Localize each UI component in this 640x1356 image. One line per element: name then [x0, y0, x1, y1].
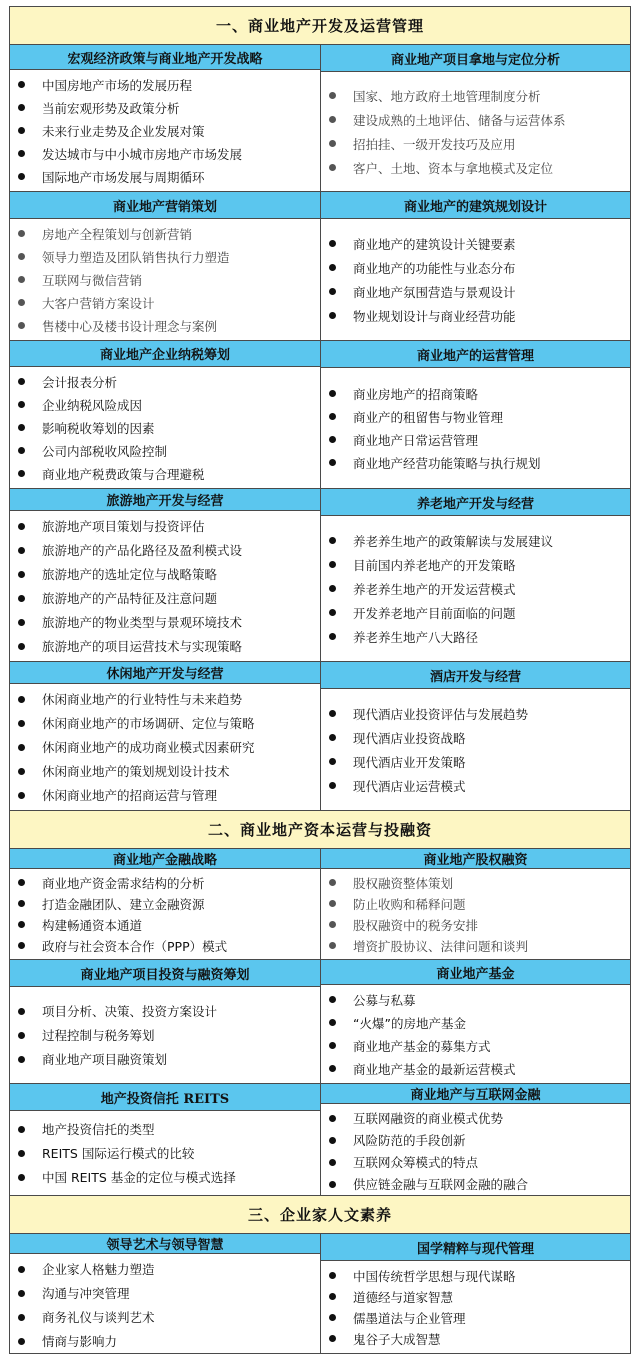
bullet-icon	[18, 1174, 25, 1181]
topic-text: 旅游地产项目策划与投资评估	[42, 519, 205, 534]
module-topic-list	[10, 1111, 320, 1195]
module-cell	[320, 662, 630, 810]
topic-item	[18, 1257, 320, 1281]
topic-item	[18, 634, 320, 658]
topic-item	[329, 625, 630, 649]
topic-item	[329, 1011, 630, 1034]
topic-text: 企业家人格魅力塑造	[42, 1262, 155, 1277]
topic-item	[329, 1286, 630, 1307]
module-topic-list	[321, 368, 630, 488]
topic-text: 现代酒店业开发策略	[353, 754, 466, 770]
topic-item	[329, 1328, 630, 1349]
topic-text: 中国 REITS 基金的定位与模式选择	[42, 1170, 236, 1185]
topic-text: REITS 国际运行模式的比较	[42, 1146, 195, 1161]
module-topic-list	[10, 367, 320, 488]
bullet-icon	[18, 322, 25, 329]
topic-text: 休闲商业地产的成功商业模式因素研究	[42, 740, 255, 755]
topic-item	[18, 687, 320, 711]
module-title: 商业地产企业纳税筹划	[10, 341, 320, 367]
bullet-icon	[329, 561, 336, 568]
module-cell	[10, 960, 320, 1083]
topic-item	[329, 304, 630, 328]
bullet-icon	[329, 459, 336, 466]
topic-item	[329, 382, 630, 405]
topic-item	[18, 999, 320, 1023]
topic-item	[18, 1281, 320, 1305]
bullet-icon	[18, 768, 25, 775]
bullet-icon	[18, 470, 25, 477]
bullet-icon	[18, 942, 25, 949]
module-row	[10, 960, 630, 1084]
bullet-icon	[329, 942, 336, 949]
bullet-icon	[18, 81, 25, 88]
section-title: 二、商业地产资本运营与投融资	[10, 811, 630, 849]
topic-item	[18, 1023, 320, 1047]
topic-text: 旅游地产的产品特征及注意问题	[42, 591, 218, 606]
topic-item	[329, 872, 630, 893]
bullet-icon	[329, 240, 336, 247]
module-title: 地产投资信托 REITS	[10, 1084, 320, 1111]
topic-item	[18, 245, 320, 268]
module-cell	[10, 45, 320, 191]
module-topic-list	[321, 1104, 630, 1198]
bullet-icon	[18, 378, 25, 385]
topic-item	[18, 1117, 320, 1141]
bullet-icon	[329, 1314, 336, 1321]
bullet-icon	[18, 424, 25, 431]
bullet-icon	[329, 609, 336, 616]
topic-text: 商业地产项目融资策划	[42, 1052, 168, 1067]
module-row	[10, 341, 630, 489]
bullet-icon	[329, 710, 336, 717]
topic-text: 开发养老地产目前面临的问题	[353, 605, 516, 621]
module-topic-list	[321, 1261, 630, 1353]
topic-text: 政府与社会资本合作（PPP）模式	[42, 938, 228, 954]
module-cell	[10, 849, 320, 959]
topic-text: 大客户营销方案设计	[42, 295, 155, 311]
module-cell	[320, 960, 630, 1083]
module-title: 商业地产与互联网金融	[321, 1084, 630, 1104]
topic-text: 中国传统哲学思想与现代谋略	[353, 1268, 516, 1284]
topic-text: 构建畅通资本通道	[42, 917, 143, 933]
module-title: 领导艺术与领导智慧	[10, 1234, 320, 1254]
topic-text: 商业房地产的招商策略	[353, 386, 479, 402]
topic-text: 商业地产的功能性与业态分布	[353, 260, 516, 276]
module-cell	[320, 341, 630, 488]
topic-item	[329, 84, 630, 108]
bullet-icon	[18, 523, 25, 530]
topic-text: 商业地产资金需求结构的分析	[42, 875, 205, 891]
topic-item	[18, 291, 320, 314]
bullet-icon	[329, 116, 336, 123]
bullet-icon	[18, 276, 25, 283]
bullet-icon	[18, 696, 25, 703]
module-title: 酒店开发与经营	[321, 662, 630, 689]
topic-text: 休闲商业地产的行业特性与未来趋势	[42, 692, 243, 707]
topic-item	[18, 268, 320, 291]
topic-item	[329, 914, 630, 935]
topic-item	[329, 893, 630, 914]
topic-item	[329, 156, 630, 180]
module-row	[10, 1084, 630, 1196]
bullet-icon	[18, 744, 25, 751]
topic-item	[329, 577, 630, 601]
topic-text: 公募与私募	[353, 992, 416, 1008]
topic-text: 儒墨道法与企业管理	[353, 1310, 466, 1326]
module-cell	[320, 1234, 630, 1353]
topic-item	[329, 280, 630, 304]
bullet-icon	[329, 537, 336, 544]
topic-item	[329, 132, 630, 156]
bullet-icon	[329, 1019, 336, 1026]
section-title: 一、商业地产开发及运营管理	[10, 7, 630, 45]
topic-item	[329, 553, 630, 577]
topic-text: 互联网众筹模式的特点	[353, 1155, 479, 1170]
topic-text: 互联网与微信营销	[42, 272, 143, 288]
topic-item	[18, 439, 320, 462]
topic-item	[329, 232, 630, 256]
module-title: 商业地产营销策划	[10, 192, 320, 219]
topic-item	[329, 750, 630, 774]
module-title: 商业地产项目拿地与定位分析	[321, 45, 630, 72]
bullet-icon	[18, 879, 25, 886]
module-cell	[10, 662, 320, 810]
module-title: 商业地产金融战略	[10, 849, 320, 869]
topic-text: 风险防范的手段创新	[353, 1133, 466, 1148]
module-topic-list	[321, 869, 630, 959]
module-cell	[10, 341, 320, 488]
topic-item	[18, 759, 320, 783]
bullet-icon	[18, 1290, 25, 1297]
topic-item	[329, 428, 630, 451]
topic-text: 国际地产市场发展与周期循环	[42, 169, 205, 185]
bullet-icon	[18, 619, 25, 626]
topic-text: 互联网融资的商业模式优势	[353, 1111, 504, 1126]
bullet-icon	[18, 900, 25, 907]
topic-text: 防止收购和稀释问题	[353, 896, 466, 912]
topic-text: 房地产全程策划与创新营销	[42, 226, 193, 242]
bullet-icon	[18, 1032, 25, 1039]
bullet-icon	[329, 633, 336, 640]
module-title: 养老地产开发与经营	[321, 489, 630, 516]
topic-item	[18, 165, 320, 188]
module-title: 商业地产项目投资与融资筹划	[10, 960, 320, 987]
module-row	[10, 45, 630, 192]
module-cell	[10, 1234, 320, 1353]
topic-item	[18, 1141, 320, 1165]
topic-item	[329, 529, 630, 553]
bullet-icon	[18, 230, 25, 237]
topic-text: 发达城市与中小城市房地产市场发展	[42, 146, 243, 162]
bullet-icon	[329, 1272, 336, 1279]
bullet-icon	[329, 921, 336, 928]
topic-text: 会计报表分析	[42, 374, 118, 390]
bullet-icon	[329, 585, 336, 592]
bullet-icon	[18, 1150, 25, 1157]
module-topic-list	[10, 684, 320, 810]
topic-item	[329, 774, 630, 798]
topic-item	[329, 405, 630, 428]
topic-text: 售楼中心及楼书设计理念与案例	[42, 318, 218, 334]
topic-text: 现代酒店业投资战略	[353, 730, 466, 746]
bullet-icon	[18, 447, 25, 454]
topic-text: 供应链金融与互联网金融的融合	[353, 1177, 529, 1192]
bullet-icon	[329, 1335, 336, 1342]
topic-text: 股权融资中的税务安排	[353, 917, 479, 933]
topic-item	[18, 514, 320, 538]
topic-item	[18, 96, 320, 119]
module-cell	[320, 1084, 630, 1195]
topic-text: 道德经与道家智慧	[353, 1289, 454, 1305]
bullet-icon	[18, 127, 25, 134]
topic-text: 商业地产基金的最新运营模式	[353, 1061, 516, 1077]
topic-text: 过程控制与税务筹划	[42, 1028, 155, 1043]
topic-text: 旅游地产的产品化路径及盈利模式设	[42, 543, 243, 558]
topic-item	[329, 1265, 630, 1286]
topic-text: 养老养生地产的开发运营模式	[353, 581, 516, 597]
topic-item	[18, 538, 320, 562]
module-cell	[320, 849, 630, 959]
bullet-icon	[18, 253, 25, 260]
bullet-icon	[329, 1065, 336, 1072]
bullet-icon	[329, 758, 336, 765]
topic-item	[18, 222, 320, 245]
topic-item	[329, 1173, 630, 1195]
bullet-icon	[18, 595, 25, 602]
topic-text: 旅游地产的物业类型与景观环境技术	[42, 615, 243, 630]
module-topic-list	[321, 516, 630, 661]
topic-item	[18, 462, 320, 485]
module-title: 商业地产的建筑规划设计	[321, 192, 630, 219]
bullet-icon	[18, 921, 25, 928]
topic-text: 情商与影响力	[42, 1334, 118, 1349]
module-cell	[10, 192, 320, 340]
topic-text: 建设成熟的土地评估、储备与运营体系	[353, 112, 566, 128]
topic-text: 目前国内养老地产的开发策略	[353, 557, 516, 573]
module-topic-list	[321, 985, 630, 1083]
topic-item	[329, 1307, 630, 1328]
topic-text: 商业地产氛围营造与景观设计	[353, 284, 516, 300]
module-title: 国学精粹与现代管理	[321, 1234, 630, 1261]
topic-text: 旅游地产的选址定位与战略策略	[42, 567, 218, 582]
topic-text: 客户、土地、资本与拿地模式及定位	[353, 160, 554, 176]
module-row	[10, 849, 630, 960]
topic-item	[329, 1151, 630, 1173]
module-title: 宏观经济政策与商业地产开发战略	[10, 45, 320, 70]
topic-text: 商业地产日常运营管理	[353, 432, 479, 448]
module-row	[10, 1234, 630, 1353]
topic-item	[18, 711, 320, 735]
topic-item	[18, 562, 320, 586]
topic-text: 股权融资整体策划	[353, 875, 454, 891]
topic-text: 鬼谷子大成智慧	[353, 1331, 441, 1347]
topic-item	[329, 601, 630, 625]
bullet-icon	[18, 401, 25, 408]
topic-item	[329, 726, 630, 750]
topic-text: 未来行业走势及企业发展对策	[42, 123, 205, 139]
topic-item	[18, 73, 320, 96]
bullet-icon	[18, 104, 25, 111]
module-row	[10, 662, 630, 811]
bullet-icon	[329, 390, 336, 397]
module-topic-list	[10, 511, 320, 661]
bullet-icon	[18, 1008, 25, 1015]
bullet-icon	[18, 792, 25, 799]
bullet-icon	[18, 1266, 25, 1273]
topic-item	[329, 108, 630, 132]
topic-item	[329, 935, 630, 956]
topic-item	[18, 735, 320, 759]
topic-item	[18, 416, 320, 439]
topic-text: 旅游地产的项目运营技术与实现策略	[42, 639, 243, 654]
bullet-icon	[329, 1115, 336, 1122]
topic-text: 养老养生地产的政策解读与发展建议	[353, 533, 554, 549]
topic-text: 休闲商业地产的策划规划设计技术	[42, 764, 230, 779]
topic-item	[18, 586, 320, 610]
topic-text: 休闲商业地产的招商运营与管理	[42, 788, 218, 803]
bullet-icon	[329, 264, 336, 271]
module-topic-list	[321, 72, 630, 191]
topic-item	[18, 370, 320, 393]
topic-text: 商业地产的建筑设计关键要素	[353, 236, 516, 252]
bullet-icon	[329, 1137, 336, 1144]
topic-text: “火爆”的房地产基金	[353, 1015, 466, 1031]
module-topic-list	[10, 987, 320, 1083]
topic-text: 企业纳税风险成因	[42, 397, 143, 413]
topic-text: 领导力塑造及团队销售执行力塑造	[42, 249, 230, 265]
topic-item	[18, 119, 320, 142]
bullet-icon	[18, 173, 25, 180]
topic-item	[329, 256, 630, 280]
bullet-icon	[18, 547, 25, 554]
topic-text: 国家、地方政府土地管理制度分析	[353, 88, 541, 104]
topic-item	[18, 314, 320, 337]
topic-item	[18, 610, 320, 634]
topic-item	[329, 1107, 630, 1129]
topic-text: 当前宏观形势及政策分析	[42, 100, 180, 116]
bullet-icon	[18, 1126, 25, 1133]
module-topic-list	[10, 1254, 320, 1356]
bullet-icon	[18, 1056, 25, 1063]
topic-item	[329, 1057, 630, 1080]
topic-text: 地产投资信托的类型	[42, 1122, 155, 1137]
bullet-icon	[329, 1042, 336, 1049]
bullet-icon	[329, 288, 336, 295]
curriculum-table	[9, 6, 631, 1354]
bullet-icon	[329, 312, 336, 319]
bullet-icon	[18, 720, 25, 727]
topic-item	[329, 988, 630, 1011]
topic-item	[329, 702, 630, 726]
bullet-icon	[18, 299, 25, 306]
module-topic-list	[321, 689, 630, 810]
bullet-icon	[18, 150, 25, 157]
bullet-icon	[18, 1338, 25, 1345]
topic-item	[18, 142, 320, 165]
bullet-icon	[329, 1293, 336, 1300]
topic-text: 商务礼仪与谈判艺术	[42, 1310, 155, 1325]
topic-item	[18, 935, 320, 956]
topic-text: 打造金融团队、建立金融资源	[42, 896, 205, 912]
module-title: 商业地产的运营管理	[321, 341, 630, 368]
topic-item	[18, 783, 320, 807]
module-topic-list	[10, 70, 320, 191]
topic-text: 物业规划设计与商业经营功能	[353, 308, 516, 324]
topic-item	[18, 1165, 320, 1189]
module-topic-list	[10, 869, 320, 959]
module-title: 商业地产股权融资	[321, 849, 630, 869]
topic-text: 影响税收筹划的因素	[42, 420, 155, 436]
topic-item	[18, 1329, 320, 1353]
module-title: 休闲地产开发与经营	[10, 662, 320, 684]
bullet-icon	[329, 140, 336, 147]
topic-text: 项目分析、决策、投资方案设计	[42, 1004, 218, 1019]
topic-text: 商业产的租留售与物业管理	[353, 409, 504, 425]
bullet-icon	[329, 1159, 336, 1166]
topic-item	[18, 914, 320, 935]
topic-item	[329, 451, 630, 474]
topic-item	[329, 1034, 630, 1057]
bullet-icon	[329, 879, 336, 886]
bullet-icon	[329, 92, 336, 99]
topic-text: 商业地产税费政策与合理避税	[42, 466, 205, 482]
bullet-icon	[329, 782, 336, 789]
topic-text: 公司内部税收风险控制	[42, 443, 168, 459]
module-title: 商业地产基金	[321, 960, 630, 985]
module-cell	[10, 489, 320, 661]
module-cell	[10, 1084, 320, 1195]
bullet-icon	[329, 164, 336, 171]
topic-text: 现代酒店业运营模式	[353, 778, 466, 794]
module-topic-list	[321, 219, 630, 340]
bullet-icon	[18, 571, 25, 578]
topic-item	[18, 893, 320, 914]
topic-item	[18, 393, 320, 416]
topic-text: 中国房地产市场的发展历程	[42, 77, 193, 93]
section-title: 三、企业家人文素养	[10, 1196, 630, 1234]
bullet-icon	[329, 734, 336, 741]
topic-text: 增资扩股协议、法律问题和谈判	[353, 938, 529, 954]
module-cell	[320, 45, 630, 191]
topic-item	[18, 1305, 320, 1329]
topic-text: 沟通与冲突管理	[42, 1286, 130, 1301]
topic-text: 现代酒店业投资评估与发展趋势	[353, 706, 529, 722]
module-title: 旅游地产开发与经营	[10, 489, 320, 511]
bullet-icon	[329, 996, 336, 1003]
module-row	[10, 489, 630, 662]
topic-item	[329, 1129, 630, 1151]
bullet-icon	[329, 1181, 336, 1188]
topic-item	[18, 872, 320, 893]
module-cell	[320, 489, 630, 661]
bullet-icon	[18, 1314, 25, 1321]
module-cell	[320, 192, 630, 340]
topic-text: 招拍挂、一级开发技巧及应用	[353, 136, 516, 152]
topic-item	[18, 1047, 320, 1071]
module-row	[10, 192, 630, 341]
topic-text: 养老养生地产八大路径	[353, 629, 479, 645]
bullet-icon	[329, 436, 336, 443]
bullet-icon	[18, 643, 25, 650]
bullet-icon	[329, 413, 336, 420]
module-topic-list	[10, 219, 320, 340]
topic-text: 商业地产经营功能策略与执行规划	[353, 455, 541, 471]
topic-text: 商业地产基金的募集方式	[353, 1038, 491, 1054]
bullet-icon	[329, 900, 336, 907]
topic-text: 休闲商业地产的市场调研、定位与策略	[42, 716, 255, 731]
